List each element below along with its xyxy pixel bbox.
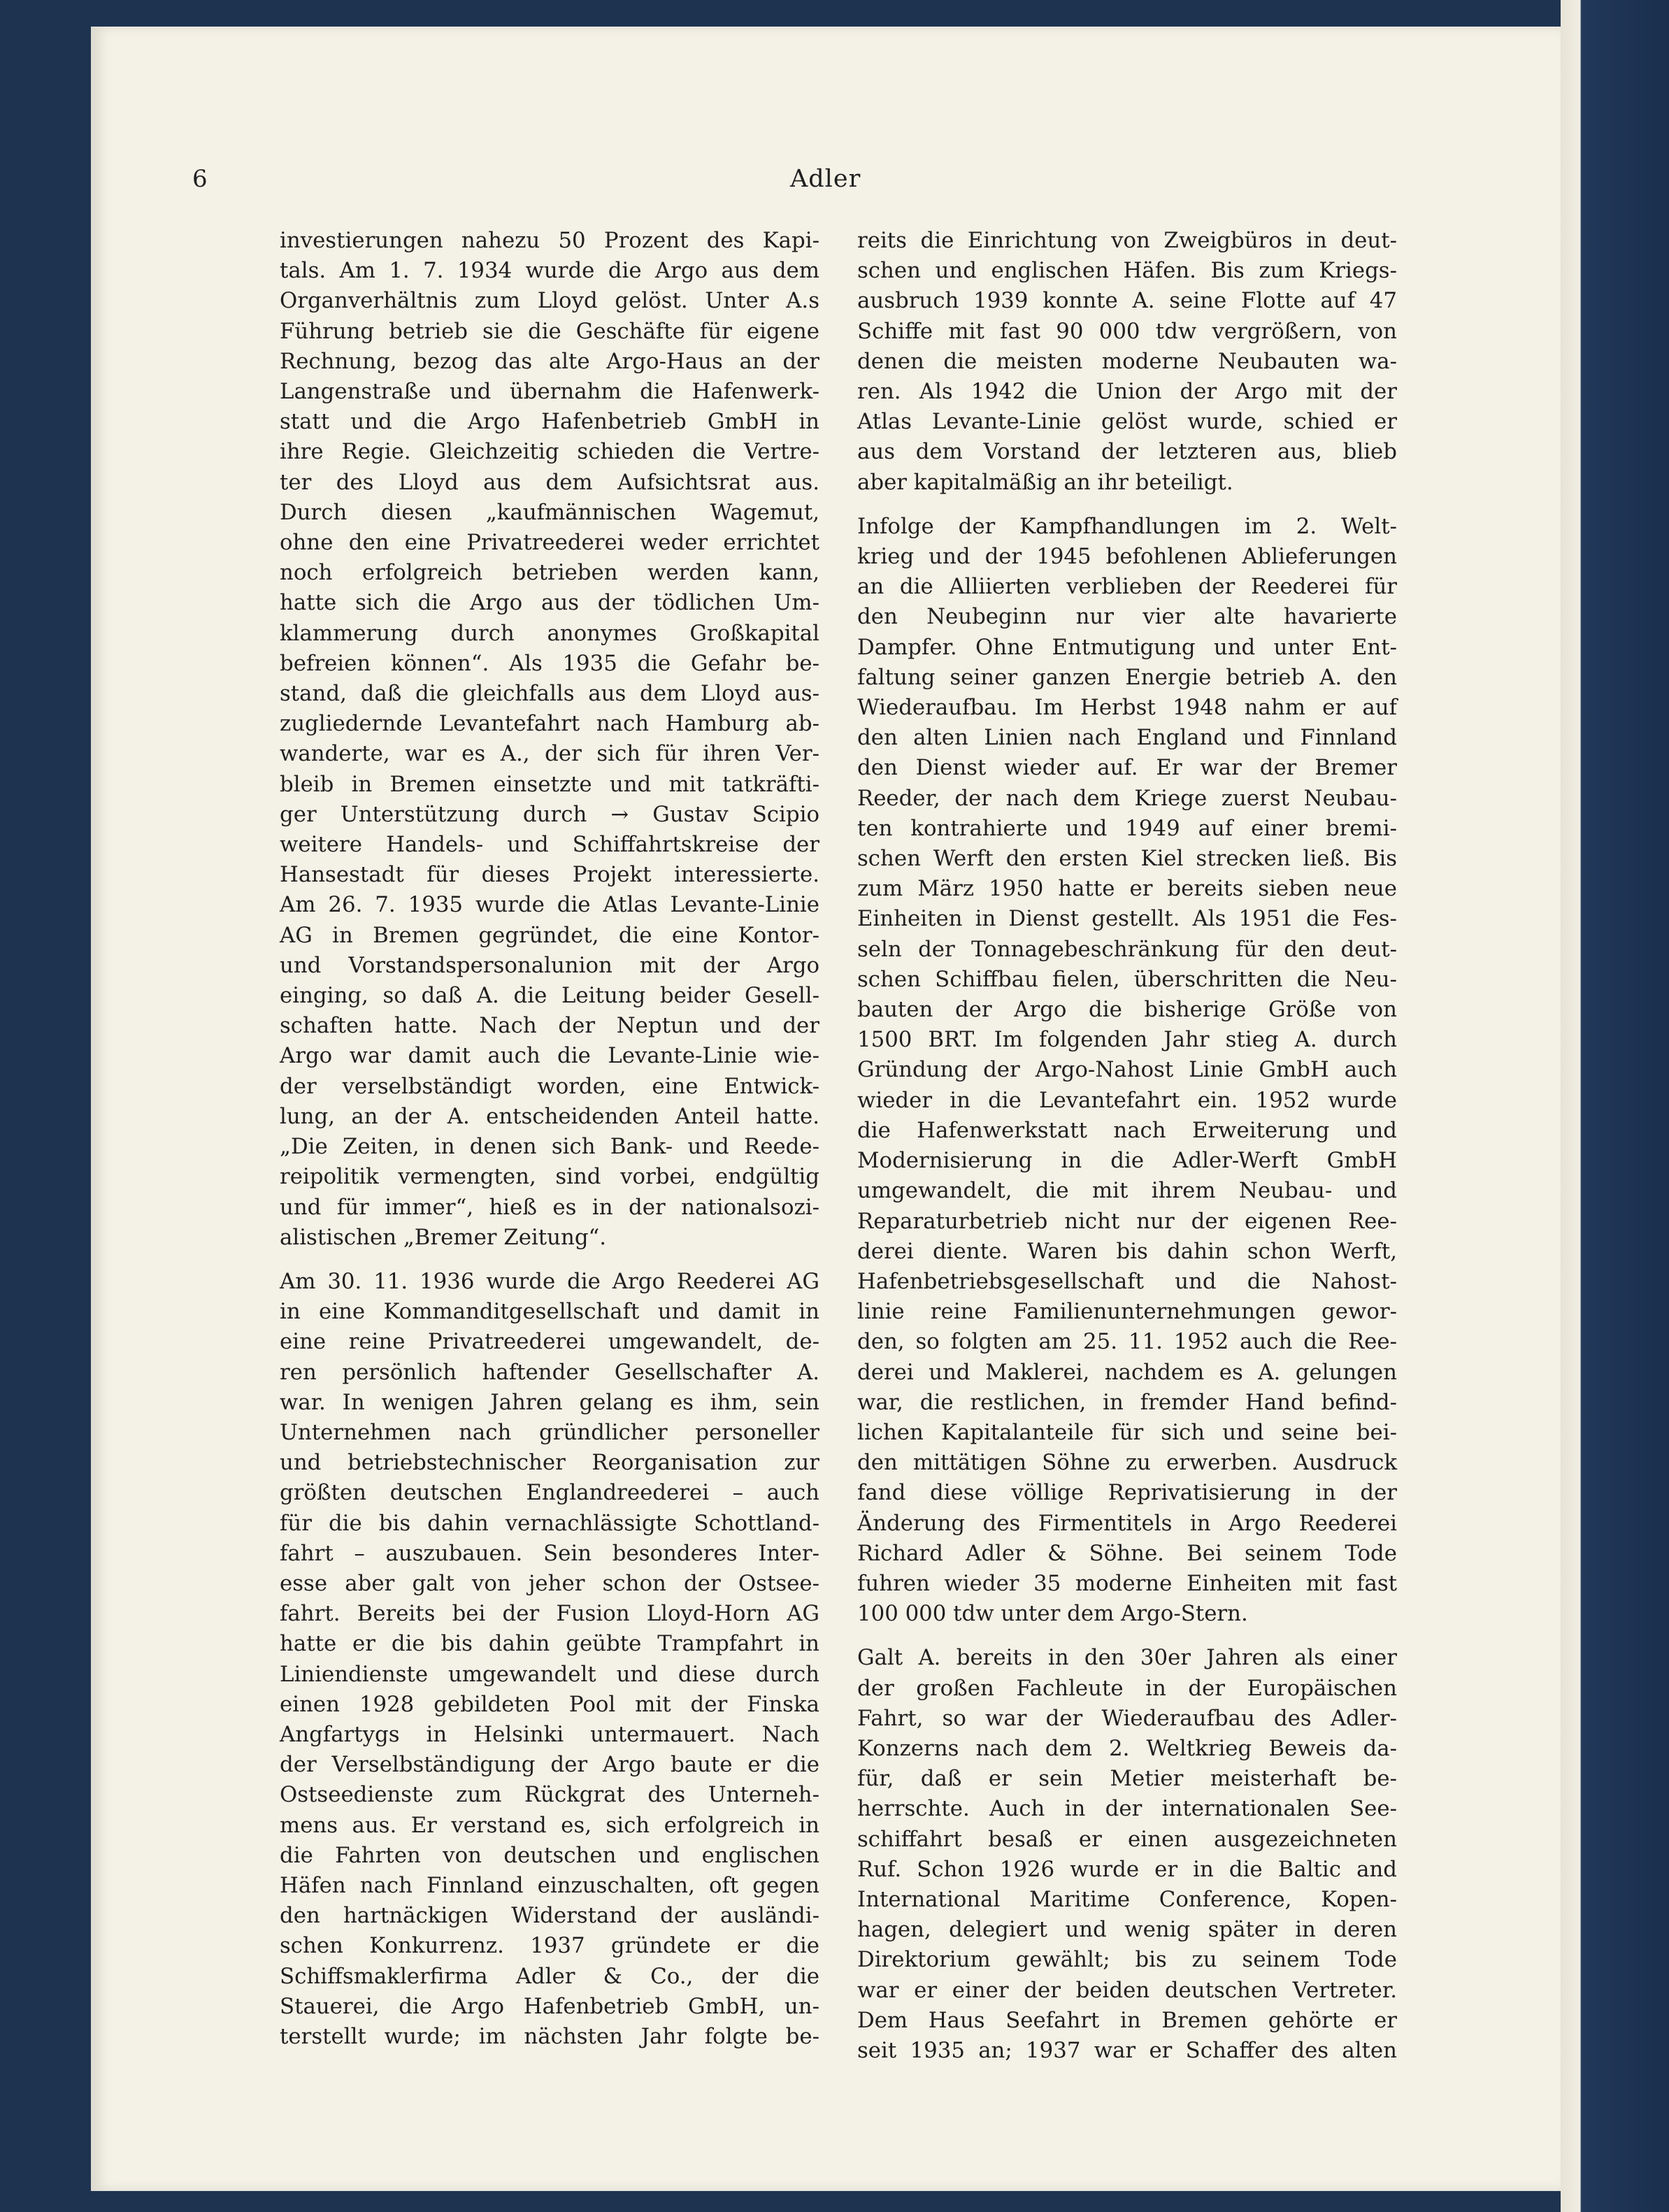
paragraph — [857, 226, 1397, 498]
paragraph — [857, 512, 1397, 1630]
text-line: lichen Kapitalanteile für sich und seine bei- — [857, 1419, 1397, 1445]
text-line: Häfen nach Finnland einzuschalten, oft gegen — [280, 1872, 819, 1898]
text-line: Wiederaufbau. Im Herbst 1948 nahm er auf — [857, 695, 1397, 721]
text-line: die Hafenwerkstatt nach Erweiterung und — [857, 1117, 1397, 1143]
text-line: fand diese völlige Reprivatisierung in der — [857, 1480, 1397, 1506]
text-line: und Vorstandspersonalunion mit der Argo — [280, 952, 819, 978]
text-line: fuhren wieder 35 moderne Einheiten mit fast — [857, 1570, 1397, 1596]
text-line: Infolge der Kampfhandlungen im 2. Welt- — [857, 513, 1397, 539]
text-line: reipolitik vermengten, sind vorbei, endgültig — [280, 1164, 819, 1190]
text-line: ter des Lloyd aus dem Aufsichtsrat aus. — [280, 469, 819, 495]
text-line: schen Werft den ersten Kiel strecken ließ. Bis — [857, 846, 1397, 872]
text-line: Am 26. 7. 1935 wurde die Atlas Levante-Linie — [280, 892, 819, 918]
text-line: war er einer der beiden deutschen Vertreter. — [857, 1977, 1397, 2003]
text-line: derei diente. Waren bis dahin schon Werft, — [857, 1238, 1397, 1264]
text-line: herrschte. Auch in der internationalen See- — [857, 1796, 1397, 1822]
left-column — [280, 226, 819, 2066]
text-line: Fahrt, so war der Wiederaufbau des Adler- — [857, 1705, 1397, 1731]
text-line: klammerung durch anonymes Großkapital — [280, 620, 819, 646]
book-cover-edge — [1561, 0, 1669, 2212]
text-line: Rechnung, bezog das alte Argo-Haus an der — [280, 348, 819, 374]
text-line: Hafenbetriebsgesellschaft und die Nahost- — [857, 1268, 1397, 1294]
text-line: statt und die Argo Hafenbetrieb GmbH in — [280, 409, 819, 435]
right-column — [857, 226, 1397, 2080]
text-line: faltung seiner ganzen Energie betrieb A. den — [857, 664, 1397, 690]
text-line: war. In wenigen Jahren gelang es ihm, sein — [280, 1389, 819, 1415]
text-line: lung, an der A. entscheidenden Anteil hatte. — [280, 1103, 819, 1129]
text-line: Ostseedienste zum Rückgrat des Unterneh- — [280, 1782, 819, 1808]
text-line: mens aus. Er verstand es, sich erfolgreich in — [280, 1812, 819, 1838]
text-line: Direktorium gewählt; bis zu seinem Tode — [857, 1947, 1397, 1973]
text-line: Galt A. bereits in den 30er Jahren als einer — [857, 1645, 1397, 1671]
text-line: Organverhältnis zum Lloyd gelöst. Unter A.s — [280, 288, 819, 314]
text-line: seit 1935 an; 1937 war er Schaffer des alten — [857, 2037, 1397, 2063]
text-line: denen die meisten moderne Neubauten wa- — [857, 348, 1397, 374]
text-line: zum März 1950 hatte er bereits sieben neue — [857, 876, 1397, 902]
text-line: „Die Zeiten, in denen sich Bank- und Reede- — [280, 1134, 819, 1160]
text-line: Stauerei, die Argo Hafenbetrieb GmbH, un- — [280, 1993, 819, 2019]
text-line: 100 000 tdw unter dem Argo-Stern. — [857, 1601, 1248, 1627]
text-line: einen 1928 gebildeten Pool mit der Finska — [280, 1691, 819, 1717]
text-line: ren persönlich haftender Gesellschafter A. — [280, 1359, 819, 1385]
text-line: stand, daß die gleichfalls aus dem Lloyd aus- — [280, 681, 819, 707]
text-line: Durch diesen „kaufmännischen Wagemut, — [280, 499, 819, 525]
text-line: Modernisierung in die Adler-Werft GmbH — [857, 1148, 1397, 1174]
text-line: schen Konkurrenz. 1937 gründete er die — [280, 1933, 819, 1959]
text-line: ren. Als 1942 die Union der Argo mit der — [857, 379, 1397, 405]
paragraph — [857, 1643, 1397, 2066]
text-line: Schiffe mit fast 90 000 tdw vergrößern, von — [857, 318, 1397, 344]
text-line: an die Alliierten verblieben der Reederei für — [857, 574, 1397, 600]
paragraph — [280, 226, 819, 1253]
text-line: alistischen „Bremer Zeitung“. — [280, 1224, 607, 1250]
text-line: aber kapitalmäßig an ihr beteiligt. — [857, 469, 1233, 495]
text-line: terstellt wurde; im nächsten Jahr folgte be- — [280, 2023, 819, 2049]
text-line: Konzerns nach dem 2. Weltkrieg Beweis da- — [857, 1735, 1397, 1761]
text-line: Dampfer. Ohne Entmutigung und unter Ent- — [857, 634, 1397, 660]
text-line: Führung betrieb sie die Geschäfte für eigene — [280, 318, 819, 344]
text-line: den Neubeginn nur vier alte havarierte — [857, 604, 1397, 630]
text-line: Schiffsmaklerfirma Adler & Co., der die — [280, 1963, 819, 1989]
text-line: schen Schiffbau fielen, überschritten die Neu- — [857, 966, 1397, 992]
paragraph — [280, 1267, 819, 2052]
text-line: investierungen nahezu 50 Prozent des Kapi- — [280, 228, 819, 253]
text-line: den hartnäckigen Widerstand der ausländi- — [280, 1903, 819, 1929]
text-line: die Fahrten von deutschen und englischen — [280, 1842, 819, 1868]
text-line: Dem Haus Seefahrt in Bremen gehörte er — [857, 2007, 1397, 2033]
page-number: 6 — [192, 165, 208, 193]
text-line: 1500 BRT. Im folgenden Jahr stieg A. durch — [857, 1027, 1397, 1053]
text-line: Hansestadt für dieses Projekt interessierte. — [280, 862, 819, 888]
text-line: befreien können“. Als 1935 die Gefahr be- — [280, 650, 819, 676]
text-line: wanderte, war es A., der sich für ihren Ver- — [280, 741, 819, 767]
text-line: Änderung des Firmentitels in Argo Reederei — [857, 1510, 1397, 1536]
text-line: Unternehmen nach gründlicher personeller — [280, 1419, 819, 1445]
text-line: der verselbständigt worden, eine Entwick- — [280, 1073, 819, 1099]
text-line: in eine Kommanditgesellschaft und damit in — [280, 1299, 819, 1325]
text-line: noch erfolgreich betrieben werden kann, — [280, 560, 819, 586]
text-line: Gründung der Argo-Nahost Linie GmbH auch — [857, 1057, 1397, 1083]
text-line: fahrt. Bereits bei der Fusion Lloyd-Horn AG — [280, 1601, 819, 1627]
text-line: war, die restlichen, in fremder Hand befind- — [857, 1389, 1397, 1415]
text-line: ten kontrahierte und 1949 auf einer bremi- — [857, 815, 1397, 841]
text-line: schen und englischen Häfen. Bis zum Kriegs- — [857, 258, 1397, 284]
text-line: ohne den eine Privatreederei weder errichtet — [280, 530, 819, 556]
text-line: und für immer“, hieß es in der nationalsozi- — [280, 1194, 819, 1220]
text-line: hatte er die bis dahin geübte Trampfahrt in — [280, 1631, 819, 1657]
text-line: derei und Maklerei, nachdem es A. gelungen — [857, 1359, 1397, 1385]
text-line: Atlas Levante-Linie gelöst wurde, schied er — [857, 409, 1397, 435]
text-line: Liniendienste umgewandelt und diese durch — [280, 1661, 819, 1687]
text-line: esse aber galt von jeher schon der Ostsee- — [280, 1570, 819, 1596]
text-line: bleib in Bremen einsetzte und mit tatkräfti- — [280, 771, 819, 797]
text-line: Argo war damit auch die Levante-Linie wie- — [280, 1043, 819, 1069]
text-line: der großen Fachleute in der Europäischen — [857, 1675, 1397, 1701]
text-line: den Dienst wieder auf. Er war der Bremer — [857, 755, 1397, 781]
text-line: aus dem Vorstand der letzteren aus, blieb — [857, 439, 1397, 465]
text-line: Reparaturbetrieb nicht nur der eigenen Ree- — [857, 1208, 1397, 1234]
text-line: hatte sich die Argo aus der tödlichen Um- — [280, 590, 819, 616]
text-line: linie reine Familienunternehmungen gewor- — [857, 1299, 1397, 1325]
text-line: tals. Am 1. 7. 1934 wurde die Argo aus dem — [280, 258, 819, 284]
text-line: schiffahrt besaß er einen ausgezeichneten — [857, 1826, 1397, 1852]
text-line: hagen, delegiert und wenig später in deren — [857, 1917, 1397, 1943]
running-head: Adler — [790, 165, 861, 193]
text-line: weitere Handels- und Schiffahrtskreise der — [280, 832, 819, 858]
text-line: den mittätigen Söhne zu erwerben. Ausdruck — [857, 1450, 1397, 1476]
text-line: der Verselbständigung der Argo baute er die — [280, 1752, 819, 1778]
text-line: zugliedernde Levantefahrt nach Hamburg ab- — [280, 711, 819, 737]
text-line: den alten Linien nach England und Finnland — [857, 725, 1397, 751]
text-line: International Maritime Conference, Kopen- — [857, 1886, 1397, 1912]
text-line: Reeder, der nach dem Kriege zuerst Neubau- — [857, 785, 1397, 811]
text-line: ihre Regie. Gleichzeitig schieden die Vertre- — [280, 439, 819, 465]
text-line: ger Unterstützung durch → Gustav Scipio — [280, 801, 819, 827]
text-line: Richard Adler & Söhne. Bei seinem Tode — [857, 1540, 1397, 1566]
text-line: Ruf. Schon 1926 wurde er in die Baltic and — [857, 1856, 1397, 1882]
text-line: bauten der Argo die bisherige Größe von — [857, 997, 1397, 1023]
text-line: schaften hatte. Nach der Neptun und der — [280, 1013, 819, 1039]
text-line: größten deutschen Englandreederei – auch — [280, 1480, 819, 1506]
text-line: krieg und der 1945 befohlenen Ablieferungen — [857, 544, 1397, 570]
text-line: einging, so daß A. die Leitung beider Gesell- — [280, 983, 819, 1009]
text-line: Langenstraße und übernahm die Hafenwerk- — [280, 379, 819, 405]
text-line: Einheiten in Dienst gestellt. Als 1951 die Fes- — [857, 906, 1397, 932]
text-line: AG in Bremen gegründet, die eine Kontor- — [280, 922, 819, 948]
text-line: umgewandelt, die mit ihrem Neubau- und — [857, 1178, 1397, 1204]
text-line: den, so folgten am 25. 11. 1952 auch die Ree- — [857, 1329, 1397, 1355]
text-line: ausbruch 1939 konnte A. seine Flotte auf 47 — [857, 288, 1397, 314]
text-line: für die bis dahin vernachlässigte Schottland- — [280, 1510, 819, 1536]
text-line: für, daß er sein Metier meisterhaft be- — [857, 1766, 1397, 1792]
text-line: und betriebstechnischer Reorganisation zur — [280, 1450, 819, 1476]
text-line: Am 30. 11. 1936 wurde die Argo Reederei AG — [280, 1268, 819, 1294]
text-line: wieder in die Levantefahrt ein. 1952 wurde — [857, 1087, 1397, 1113]
text-line: reits die Einrichtung von Zweigbüros in deut- — [857, 228, 1397, 253]
text-line: eine reine Privatreederei umgewandelt, de- — [280, 1329, 819, 1355]
text-line: fahrt – auszubauen. Sein besonderes Inter- — [280, 1540, 819, 1566]
text-line: Angfartygs in Helsinki untermauert. Nach — [280, 1721, 819, 1747]
text-line: seln der Tonnagebeschränkung für den deut- — [857, 936, 1397, 962]
